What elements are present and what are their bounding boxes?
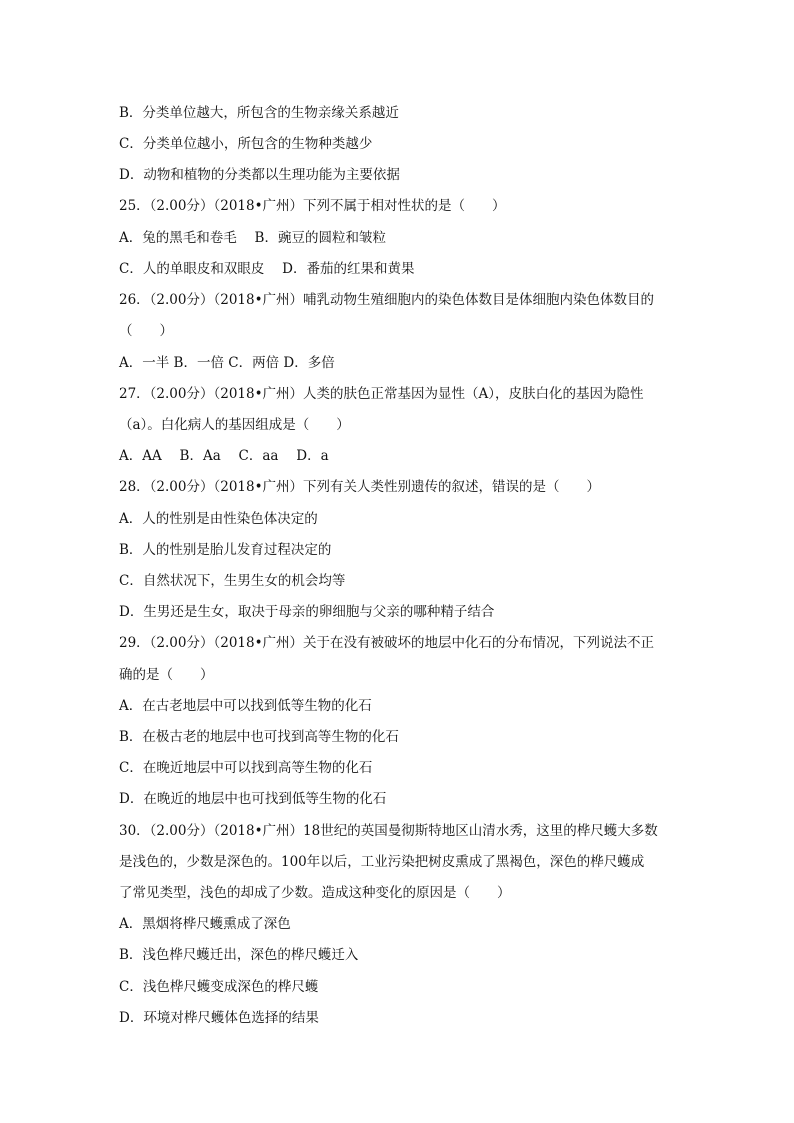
q30-stem-line1: 30．（2.00分）（2018•广州）18世纪的英国曼彻斯特地区山清水秀，这里的桦尺蠖大多数	[119, 823, 658, 839]
q28-stem: 28．（2.00分）（2018•广州）下列有关人类性别遗传的叙述，错误的是（ ）	[119, 479, 601, 495]
q30-stem-line2: 是浅色的，少数是深色的。100年以后，工业污染把树皮熏成了黑褐色，深色的桦尺蠖成	[119, 854, 645, 870]
q26-options: A．一半 B．一倍 C．两倍 D．多倍	[119, 355, 335, 371]
q25-options-line2: C．人的单眼皮和双眼皮 D．番茄的红果和黄果	[119, 261, 415, 277]
q30-option-d: D．环境对桦尺蠖体色选择的结果	[119, 1010, 319, 1026]
q28-option-a: A．人的性别是由性染色体决定的	[119, 511, 318, 527]
q30-option-c: C．浅色桦尺蠖变成深色的桦尺蠖	[119, 979, 319, 995]
q28-option-d: D．生男还是生女，取决于母亲的卵细胞与父亲的哪种精子结合	[119, 604, 495, 620]
q26-stem-line1: 26．（2.00分）（2018•广州）哺乳动物生殖细胞内的染色体数目是体细胞内染色体数目的	[119, 292, 655, 308]
q27-stem-line1: 27．（2.00分）（2018•广州）人类的肤色正常基因为显性（A），皮肤白化的基因为隐性	[119, 386, 644, 402]
q30-option-a: A．黑烟将桦尺蠖熏成了深色	[119, 916, 291, 932]
q30-stem-line3: 了常见类型，浅色的却成了少数。造成这种变化的原因是（ ）	[119, 885, 511, 901]
q28-option-b: B．人的性别是胎儿发育过程决定的	[119, 542, 332, 558]
q25-options-line1: A．兔的黑毛和卷毛 B．豌豆的圆粒和皱粒	[119, 230, 386, 246]
q24-option-b: B．分类单位越大，所包含的生物亲缘关系越近	[119, 105, 399, 121]
q29-stem-line1: 29．（2.00分）（2018•广州）关于在没有被破坏的地层中化石的分布情况，下列说法不正	[119, 635, 655, 651]
q29-option-c: C．在晚近地层中可以找到高等生物的化石	[119, 760, 373, 776]
q25-stem: 25．（2.00分）（2018•广州）下列不属于相对性状的是（ ）	[119, 198, 506, 214]
q27-options: A．AA B．Aa C．aa D．a	[119, 448, 329, 464]
q28-option-c: C．自然状况下，生男生女的机会均等	[119, 573, 346, 589]
q27-stem-line2: （a）。白化病人的基因组成是（ ）	[119, 417, 350, 433]
q30-option-b: B．浅色桦尺蠖迁出，深色的桦尺蠖迁入	[119, 947, 359, 963]
q26-stem-line2: （ ）	[119, 323, 173, 339]
q24-option-c: C．分类单位越小，所包含的生物种类越少	[119, 136, 373, 152]
q29-option-d: D．在晚近的地层中也可找到低等生物的化石	[119, 791, 387, 807]
q29-option-a: A．在古老地层中可以找到低等生物的化石	[119, 698, 372, 714]
q24-option-d: D．动物和植物的分类都以生理功能为主要依据	[119, 167, 400, 183]
q29-option-b: B．在极古老的地层中也可找到高等生物的化石	[119, 729, 399, 745]
q29-stem-line2: 确的是（ ）	[119, 667, 214, 683]
